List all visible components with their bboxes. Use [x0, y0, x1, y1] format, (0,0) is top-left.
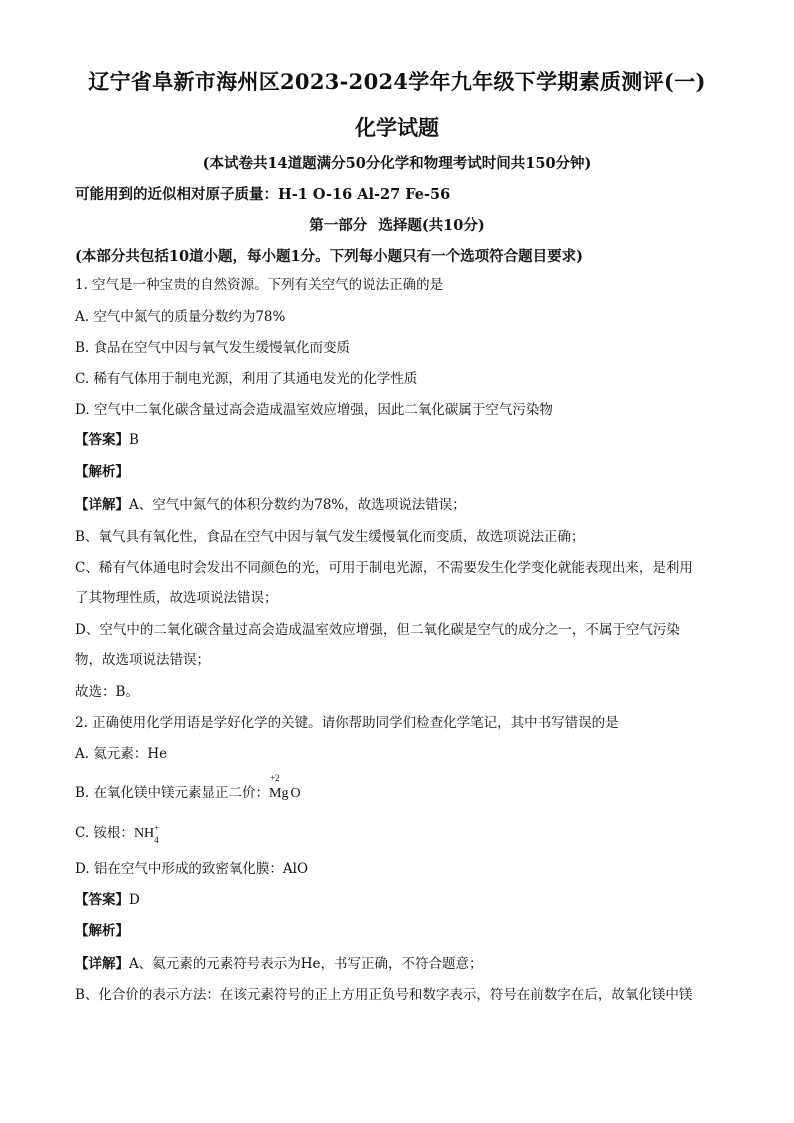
q2-analysis-tag: 【解析】: [75, 923, 129, 939]
detail-tag: 【详解】: [75, 956, 129, 972]
q1-detail-b: B、氧气具有氧化性，食品在空气中因与氧气发生缓慢氧化而变质，故选项说法正确；: [75, 529, 585, 545]
q1-answer-value: B: [129, 432, 139, 448]
q2-stem: 2. 正确使用化学用语是学好化学的关键。请你帮助同学们检查化学笔记，其中书写错误的是: [75, 715, 619, 731]
element-symbol: Mg: [269, 786, 289, 801]
exam-note: (本试卷共14道题满分50分化学和物理考试时间共150分钟): [202, 155, 592, 172]
q2-answer: [75, 891, 140, 909]
page-title: 辽宁省阜新市海州区2023-2024学年九年级下学期素质测评(一): [88, 69, 706, 94]
charge-mark: +: [154, 823, 160, 833]
q2-option-c: C. 铵根：NH + 4: [75, 824, 161, 843]
q2-detail-b: B、化合价的表示方法：在该元素符号的正上方用正负号和数字表示，符号在前数字在后，故氧化镁中镁: [75, 987, 693, 1003]
q1-detail-d2: 物，故选项说法错误；: [75, 652, 210, 668]
section-note: (本部分共包括10道小题，每小题1分。下列每小题只有一个选项符合题目要求): [75, 248, 583, 265]
q1-detail-c1: C、稀有气体通电时会发出不同颜色的光，可用于制电光源，不需要发生化学变化就能表现出来，是利用: [75, 560, 693, 576]
q2-option-a: A. 氦元素：He: [75, 746, 168, 762]
q2-option-b: B. 在氧化镁中镁元素显正二价： +2 Mg O: [75, 773, 301, 801]
q1-detail-d1: D、空气中的二氧化碳含量过高会造成温室效应增强，但二氧化碳是空气的成分之一，不属于空气污染: [75, 622, 680, 638]
subscript-mark: 4: [154, 835, 159, 845]
q1-answer: [75, 431, 139, 449]
q2-detail-a: 【详解】A、氦元素的元素符号表示为He，书写正确，不符合题意；: [75, 956, 483, 972]
q1-stem: 1. 空气是一种宝贵的自然资源。下列有关空气的说法正确的是: [75, 277, 444, 293]
answer-tag: 【答案】: [75, 892, 129, 908]
q1-detail-a: 【详解】A、空气中氮气的体积分数约为78%，故选项说法错误；: [75, 497, 466, 513]
oxygen-symbol: O: [290, 786, 301, 801]
ammonium-formula: NH + 4: [134, 826, 161, 841]
q1-option-a: A. 空气中氮气的质量分数约为78%: [75, 309, 286, 325]
q1-option-b: B. 食品在空气中因与氧气发生缓慢氧化而变质: [75, 340, 351, 356]
q1-option-c: C. 稀有气体用于制电光源，利用了其通电发光的化学性质: [75, 371, 418, 387]
valence-mark: +2: [270, 773, 280, 783]
page-subtitle: 化学试题: [355, 115, 439, 140]
q1-detail-c2: 了其物理性质，故选项说法错误；: [75, 590, 278, 606]
answer-tag: 【答案】: [75, 432, 129, 448]
valence-formula: [269, 773, 301, 803]
q1-conclusion: 故选：B。: [75, 684, 139, 700]
q1-analysis-tag: 【解析】: [75, 464, 129, 480]
q2-answer-value: D: [129, 892, 140, 908]
q1-option-d: D. 空气中二氧化碳含量过高会造成温室效应增强，因此二氧化碳属于空气污染物: [75, 402, 553, 418]
q2-option-d: D. 铝在空气中形成的致密氧化膜：AlO: [75, 861, 309, 877]
atomic-masses: 可能用到的近似相对原子质量：H-1 O-16 Al-27 Fe-56: [75, 186, 451, 203]
detail-tag: 【详解】: [75, 497, 129, 513]
section-title: 第一部分 选择题(共10分): [309, 217, 485, 234]
